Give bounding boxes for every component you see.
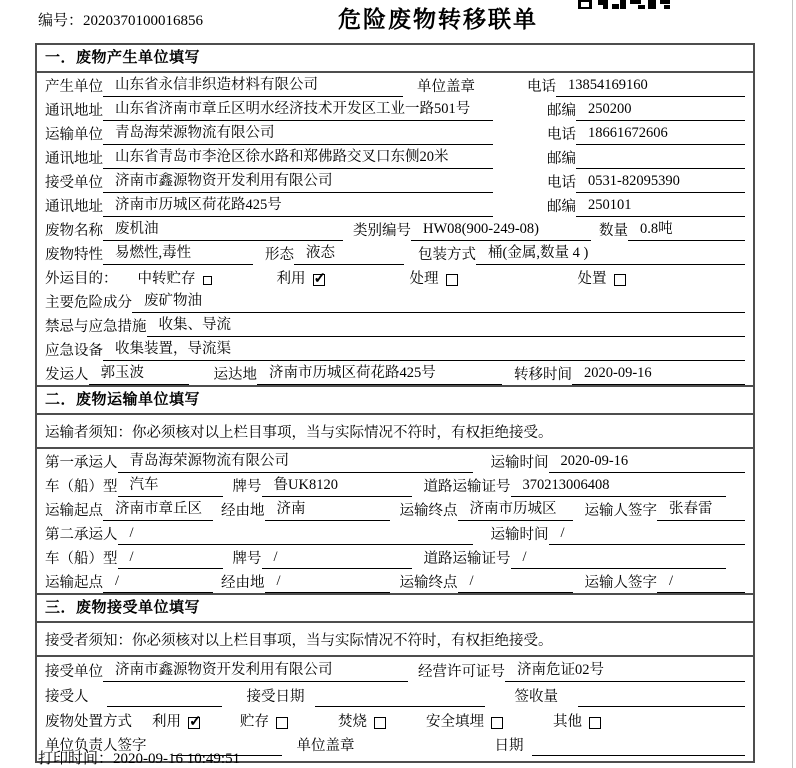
page-title: 危险废物转移联单 [338, 7, 538, 32]
transfer-form-table [35, 43, 755, 763]
waste-characteristics-label: 废物特性 [45, 247, 103, 263]
vehicle2-license-label: 道路运输证号 [423, 551, 511, 567]
receiver-unit-label: 接受单位 [45, 175, 103, 191]
precautions-label: 禁忌与应急措施 [45, 319, 147, 335]
waste-form-value: 液态 [294, 241, 404, 265]
row-transport-unit [37, 121, 753, 145]
transport-phone-value: 18661672606 [576, 125, 745, 145]
producer-zip-value: 250200 [576, 101, 745, 121]
carrier2-label: 第二承运人 [45, 527, 118, 543]
disposal-incinerate-label: 焚烧 [338, 714, 367, 730]
route1-end-value: 济南市历城区 [458, 497, 573, 521]
receiver-address-value: 济南市历城区荷花路425号 [103, 193, 493, 217]
print-time-label: 打印时间： [38, 751, 114, 767]
carrier2-time-label: 运输时间 [490, 527, 549, 543]
producer-address-label: 通讯地址 [45, 103, 103, 119]
section-receiver-header: 三．废物接受单位填写 [37, 595, 753, 623]
carrier2-value: / [118, 525, 473, 545]
section-transporter [37, 385, 753, 593]
row-vehicle2 [37, 545, 753, 569]
waste-characteristics-value: 易燃性,毒性 [103, 241, 253, 265]
vehicle1-plate-value: 鲁UK8120 [262, 473, 412, 497]
waste-category-label: 类别编号 [353, 223, 411, 239]
disposal-storage-checkbox [276, 717, 288, 729]
row-carrier1 [37, 449, 753, 473]
transfer-time-label: 转移时间 [514, 367, 572, 383]
row-route1 [37, 497, 753, 521]
disposal-landfill-checkbox [491, 717, 503, 729]
purpose-utilize-label: 利用 [276, 271, 306, 287]
row-transport-address [37, 145, 753, 169]
transport-zip-label: 邮编 [547, 151, 576, 167]
receiver-zip-value: 250101 [576, 197, 745, 217]
vehicle2-type-value: / [118, 549, 223, 569]
acceptor-label: 接受人 [45, 689, 89, 705]
shipper-value: 郭玉波 [89, 361, 189, 385]
qr-code-partial-icon [578, 0, 674, 10]
row-producer-unit [37, 73, 753, 97]
vehicle1-license-label: 道路运输证号 [423, 479, 511, 495]
accept-unit-label: 接受单位 [45, 664, 103, 680]
transport-unit-value: 青岛海荣源物流有限公司 [103, 121, 493, 145]
doc-number-value: 2020370100016856 [83, 13, 204, 29]
row-acceptor [37, 682, 753, 707]
hazard-components-label: 主要危险成分 [45, 295, 132, 311]
purpose-treat-label: 处理 [409, 271, 439, 287]
shipper-label: 发运人 [45, 367, 89, 383]
route2-sign-value: / [657, 573, 745, 593]
vehicle2-plate-value: / [262, 549, 412, 569]
route1-origin-label: 运输起点 [45, 503, 103, 519]
disposal-incinerate-checkbox [374, 717, 386, 729]
purpose-dispose-label: 处置 [577, 271, 607, 287]
packaging-label: 包装方式 [418, 247, 476, 263]
vehicle1-plate-label: 牌号 [232, 479, 262, 495]
purpose-dispose-checkbox [614, 274, 626, 286]
producer-phone-value: 13854169160 [556, 77, 745, 97]
acceptor-value [107, 704, 222, 707]
receiver-phone-value: 0531-82095390 [576, 173, 745, 193]
vehicle1-type-label: 车（船）型 [45, 479, 118, 495]
disposal-utilize-checkbox [188, 717, 200, 729]
section-receiver [37, 593, 753, 761]
row-carrier2 [37, 521, 753, 545]
vehicle1-type-value: 汽车 [118, 473, 223, 497]
waste-quantity-label: 数量 [599, 223, 628, 239]
row-emergency-equipment [37, 337, 753, 361]
disposal-method-label: 废物处置方式 [45, 714, 132, 730]
waste-form-label: 形态 [265, 247, 294, 263]
producer-unit-label: 产生单位 [45, 79, 103, 95]
destination-value: 济南市历城区荷花路425号 [257, 361, 502, 385]
disposal-landfill-label: 安全填埋 [426, 714, 484, 730]
doc-number-label: 编号： [38, 13, 84, 29]
route2-end-value: / [458, 573, 573, 593]
print-time [38, 747, 240, 768]
vehicle2-license-value: / [511, 549, 726, 569]
receiver-zip-label: 邮编 [547, 199, 576, 215]
row-transfer-purpose [37, 265, 753, 289]
row-shipper [37, 361, 753, 385]
received-amount-value [578, 704, 745, 707]
route1-sign-value: 张春雷 [657, 497, 745, 521]
carrier1-time-label: 运输时间 [490, 455, 549, 471]
receive-date-label: 日期 [494, 738, 524, 754]
accept-date-value [315, 704, 485, 707]
row-hazard-components [37, 289, 753, 313]
row-accept-unit [37, 657, 753, 682]
row-disposal-method [37, 707, 753, 732]
route1-origin-value: 济南市章丘区 [103, 497, 213, 521]
transfer-purpose-label: 外运目的： [45, 271, 118, 287]
route2-origin-value: / [103, 573, 213, 593]
route2-via-label: 经由地 [221, 575, 265, 591]
permit-label: 经营许可证号 [418, 664, 505, 680]
purpose-storage-checkbox [203, 276, 212, 285]
transporter-notice: 运输者须知：你必须核对以上栏目事项，当与实际情况不符时，有权拒绝接受。 [37, 415, 753, 449]
precautions-value: 收集、导流 [147, 313, 746, 337]
row-vehicle1 [37, 473, 753, 497]
disposal-other-checkbox [589, 717, 601, 729]
disposal-storage-label: 贮存 [240, 714, 269, 730]
emergency-equipment-value: 收集装置，导流渠 [103, 337, 745, 361]
carrier1-label: 第一承运人 [45, 455, 118, 471]
route2-via-value: / [265, 573, 390, 593]
route2-end-label: 运输终点 [399, 575, 458, 591]
row-producer-address [37, 97, 753, 121]
destination-label: 运达地 [213, 367, 257, 383]
manager-sign-label: 单位负责人签字 [45, 738, 147, 754]
waste-quantity-value: 0.8吨 [628, 217, 745, 241]
purpose-utilize-checkbox [313, 274, 325, 286]
waste-name-value: 废机油 [103, 217, 343, 241]
producer-phone-label: 电话 [527, 79, 556, 95]
row-waste-characteristics [37, 241, 753, 265]
route1-end-label: 运输终点 [399, 503, 458, 519]
carrier1-value: 青岛海荣源物流有限公司 [118, 449, 473, 473]
unit-seal-label: 单位盖章 [417, 79, 475, 95]
waste-category-value: HW08(900-249-08) [411, 221, 591, 241]
disposal-utilize-label: 利用 [152, 714, 181, 730]
vehicle2-type-label: 车（船）型 [45, 551, 118, 567]
waste-name-label: 废物名称 [45, 223, 103, 239]
row-precautions [37, 313, 753, 337]
row-receiver-unit [37, 169, 753, 193]
page-right-edge [792, 0, 793, 768]
vehicle1-license-value: 370213006408 [511, 477, 726, 497]
route2-sign-label: 运输人签字 [584, 575, 657, 591]
receive-date-value [532, 753, 746, 756]
disposal-other-label: 其他 [553, 714, 582, 730]
vehicle2-plate-label: 牌号 [232, 551, 262, 567]
route1-sign-label: 运输人签字 [584, 503, 657, 519]
accept-unit-value: 济南市鑫源物资开发利用有限公司 [103, 658, 408, 682]
purpose-treat-checkbox [446, 274, 458, 286]
packaging-value: 桶(金属,数量 4 ) [476, 241, 745, 265]
emergency-equipment-label: 应急设备 [45, 343, 103, 359]
section-producer-header: 一．废物产生单位填写 [37, 45, 753, 73]
receiver-notice: 接受者须知：你必须核对以上栏目事项，当与实际情况不符时，有权拒绝接受。 [37, 623, 753, 657]
carrier2-time-value: / [549, 525, 746, 545]
print-time-value: 2020-09-16 10:49:51 [113, 751, 241, 767]
route1-via-label: 经由地 [221, 503, 265, 519]
transport-zip-value [576, 166, 745, 169]
received-amount-label: 签收量 [514, 689, 558, 705]
transfer-time-value: 2020-09-16 [572, 365, 745, 385]
producer-unit-value: 山东省永信非织造材料有限公司 [103, 73, 403, 97]
permit-value: 济南危证02号 [505, 658, 745, 682]
row-receiver-address [37, 193, 753, 217]
receiver-seal-label: 单位盖章 [296, 738, 355, 754]
transport-unit-label: 运输单位 [45, 127, 103, 143]
row-waste-name [37, 217, 753, 241]
section-transporter-header: 二．废物运输单位填写 [37, 387, 753, 415]
route1-via-value: 济南 [265, 497, 390, 521]
row-route2 [37, 569, 753, 593]
receiver-unit-value: 济南市鑫源物资开发利用有限公司 [103, 169, 493, 193]
receiver-phone-label: 电话 [547, 175, 576, 191]
accept-date-label: 接受日期 [246, 689, 305, 705]
route2-origin-label: 运输起点 [45, 575, 103, 591]
transport-address-label: 通讯地址 [45, 151, 103, 167]
receiver-address-label: 通讯地址 [45, 199, 103, 215]
transport-address-value: 山东省青岛市李沧区徐水路和郑佛路交叉口东侧20米 [103, 145, 493, 169]
producer-zip-label: 邮编 [547, 103, 576, 119]
hazard-components-value: 废矿物油 [132, 289, 745, 313]
producer-address-value: 山东省济南市章丘区明水经济技术开发区工业一路501号 [103, 97, 493, 121]
purpose-storage-label: 中转贮存 [137, 271, 196, 287]
transport-phone-label: 电话 [547, 127, 576, 143]
section-producer [37, 45, 753, 385]
carrier1-time-value: 2020-09-16 [549, 453, 746, 473]
